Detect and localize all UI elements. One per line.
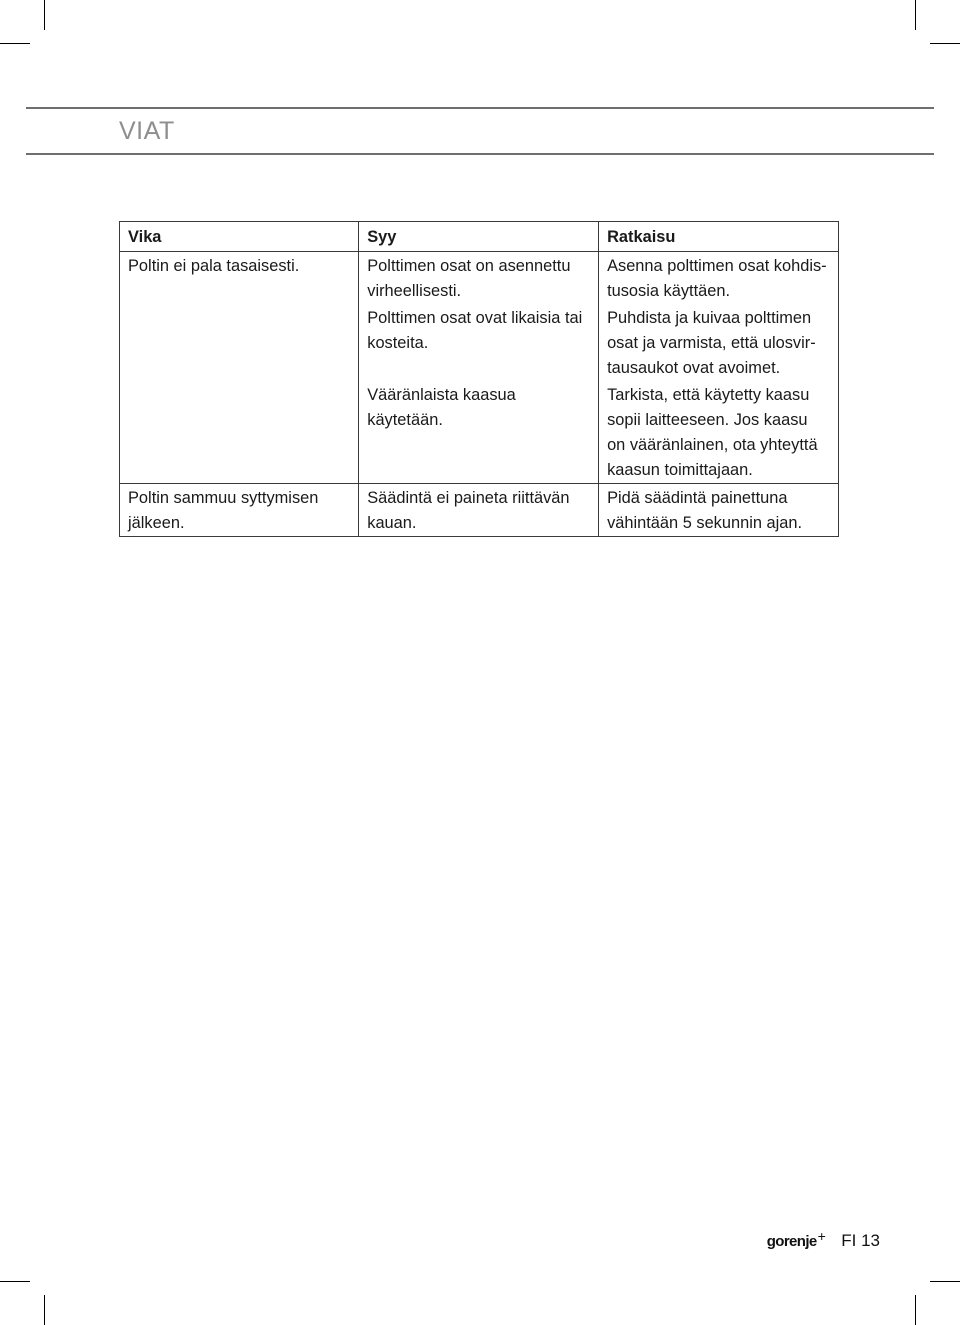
cause-cell [359, 252, 599, 305]
cell-line: Polttimen osat on asennettu [367, 257, 571, 275]
page-number: FI 13 [841, 1231, 880, 1250]
solution-cell [599, 381, 839, 484]
crop-mark [44, 1295, 45, 1325]
cell-line: Tarkista, että käytetty kaasu [607, 386, 810, 404]
cell-line: Puhdista ja kuivaa polttimen [607, 309, 812, 327]
cell-line: kauan. [367, 514, 417, 532]
table-header-row [120, 222, 839, 252]
crop-mark [0, 43, 30, 44]
cell-line: vähintään 5 sekunnin ajan. [607, 514, 803, 532]
cell-line: kosteita. [367, 334, 429, 352]
cell-line: käytetään. [367, 411, 443, 429]
cell-line: kaasun toimittajaan. [607, 461, 753, 479]
cause-cell [359, 484, 599, 537]
cell-line: on vääränlainen, ota yhteyttä [607, 436, 818, 454]
header-rule-bottom [26, 153, 934, 155]
brand-plus-icon: + [817, 1228, 826, 1244]
cell-line: Polttimen osat ovat likaisia tai [367, 309, 583, 327]
table-row [120, 304, 839, 381]
table-row [120, 484, 839, 537]
troubleshooting-table [119, 221, 839, 537]
header-rule-top [26, 107, 934, 109]
crop-mark [44, 0, 45, 30]
cell-line: Asenna polttimen osat kohdis- [607, 257, 827, 275]
crop-mark [930, 1281, 960, 1282]
cause-cell [359, 381, 599, 484]
header-solution: Ratkaisu [599, 222, 839, 252]
cause-cell [359, 304, 599, 381]
fault-cell [120, 252, 359, 305]
page-footer [767, 1228, 880, 1251]
cell-line: Poltin ei pala tasaisesti. [128, 257, 300, 275]
table-row [120, 381, 839, 484]
solution-cell [599, 304, 839, 381]
cell-line: tusosia käyttäen. [607, 282, 731, 300]
cell-line: Säädintä ei paineta riittävän [367, 489, 570, 507]
cell-line: osat ja varmista, että ulosvir- [607, 334, 816, 352]
crop-mark [915, 0, 916, 30]
cell-line: Poltin sammuu syttymisen [128, 489, 319, 507]
fault-cell [120, 381, 359, 484]
cell-line: virheellisesti. [367, 282, 462, 300]
crop-mark [0, 1281, 30, 1282]
fault-cell [120, 304, 359, 381]
cell-line: Pidä säädintä painettuna [607, 489, 788, 507]
crop-mark [915, 1295, 916, 1325]
solution-cell [599, 484, 839, 537]
crop-mark [930, 43, 960, 44]
cell-line: tausaukot ovat avoimet. [607, 359, 781, 377]
brand-name: gorenje [766, 1233, 817, 1250]
cell-line: jälkeen. [128, 514, 185, 532]
cell-line: sopii laitteeseen. Jos kaasu [607, 411, 808, 429]
header-cause: Syy [359, 222, 599, 252]
brand-logo [767, 1228, 826, 1250]
fault-cell [120, 484, 359, 537]
cell-line: Vääränlaista kaasua [367, 386, 516, 404]
header-fault: Vika [120, 222, 359, 252]
section-title: VIAT [119, 117, 175, 145]
solution-cell [599, 252, 839, 305]
table-row [120, 252, 839, 305]
